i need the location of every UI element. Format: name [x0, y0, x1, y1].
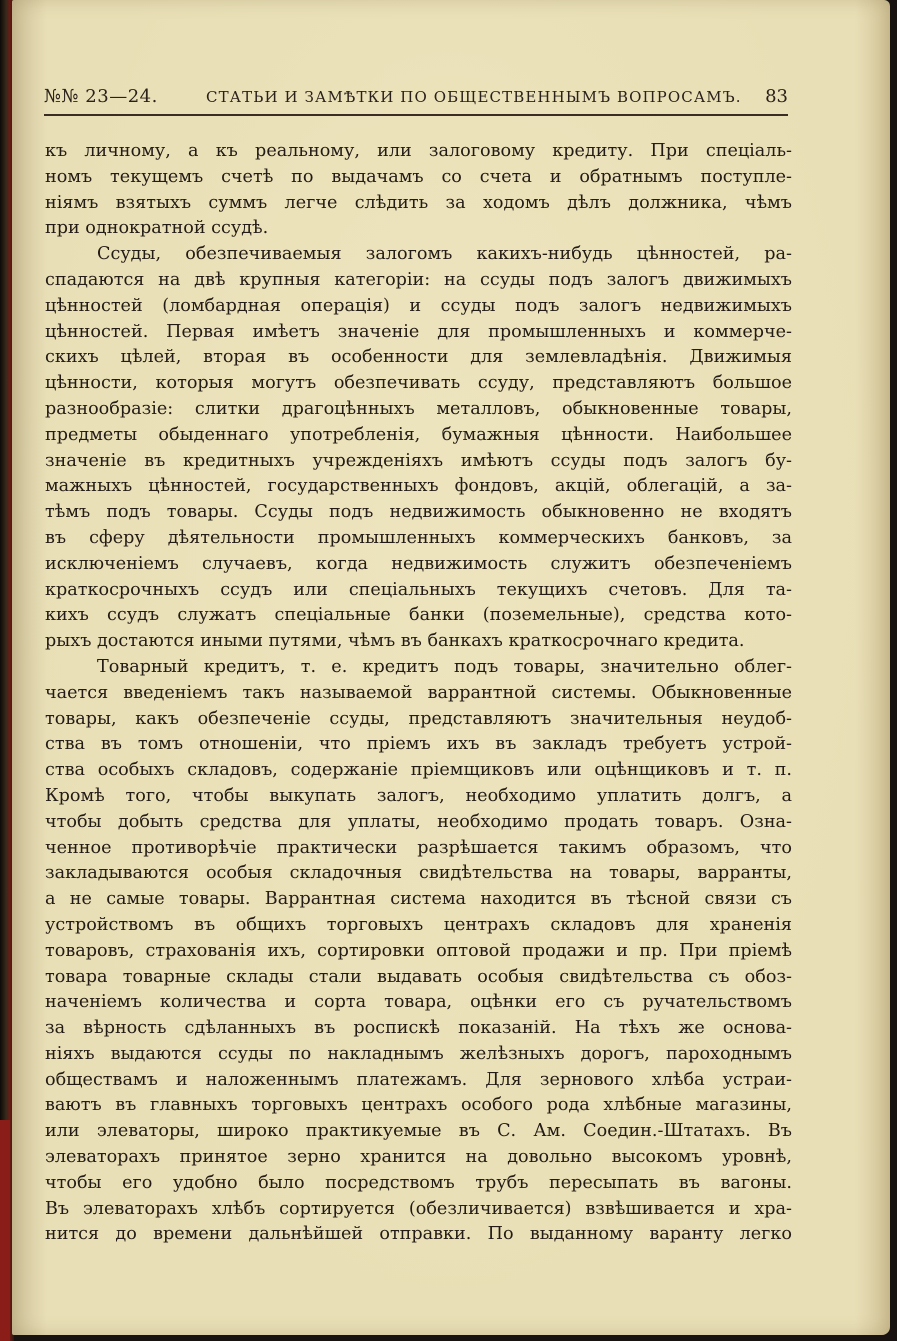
text-line: или элеваторы, широко практикуемые въ С. Ам. Соедин.-Штатахъ. Въ: [45, 1121, 792, 1142]
text-line: нится до времени дальнѣйшей отправки. По выданному варанту легко: [45, 1224, 792, 1245]
paragraph-first-line: Товарный кредитъ, т. е. кредитъ подъ товары, значительно облег-: [97, 656, 792, 677]
text-line: ваютъ въ главныхъ торговыхъ центрахъ особого рода хлѣбные магазины,: [45, 1095, 792, 1116]
text-line: Кромѣ того, чтобы выкупать залогъ, необходимо уплатить долгъ, а: [45, 785, 792, 806]
text-line: элеваторахъ принятое зерно хранится на довольно высокомъ уровнѣ,: [45, 1147, 792, 1168]
text-line: закладываются особыя складочныя свидѣтельства на товары, варранты,: [45, 863, 792, 884]
text-line: чается введеніемъ такъ называемой варрантной системы. Обыкновенные: [45, 682, 792, 703]
text-line: ства въ томъ отношеніи, что пріемъ ихъ въ закладъ требуетъ устрой-: [45, 734, 792, 755]
book-page: [12, 0, 890, 1335]
text-line: цѣнностей. Первая имѣетъ значеніе для промышленныхъ и коммерче-: [45, 321, 792, 342]
running-header: [44, 86, 788, 116]
text-line: наченіемъ количества и сорта товара, оцѣнки его съ ручательствомъ: [45, 992, 792, 1013]
text-line: а не самые товары. Варрантная система находится въ тѣсной связи съ: [45, 889, 792, 910]
text-line: номъ текущемъ счетѣ по выдачамъ со счета и обратнымъ поступле-: [45, 166, 792, 187]
text-line: ства особыхъ складовъ, содержаніе пріемщиковъ или оцѣнщиковъ и т. п.: [45, 760, 792, 781]
text-line: цѣнности, которыя могутъ обезпечивать ссуду, представляютъ большое: [45, 373, 792, 394]
text-line: разнообразіе: слитки драгоцѣнныхъ металловъ, обыкновенные товары,: [45, 398, 792, 419]
text-line: Въ элеваторахъ хлѣбъ сортируется (обезличивается) взвѣшивается и хра-: [45, 1198, 792, 1219]
text-line: къ личному, а къ реальному, или залоговому кредиту. При спеціаль-: [45, 141, 792, 161]
text-line: за вѣрность сдѣланныхъ въ роспискѣ показаній. На тѣхъ же основа-: [45, 1018, 792, 1039]
header-rule: [44, 114, 788, 116]
text-line: спадаются на двѣ крупныя категоріи: на ссуды подъ залогъ движимыхъ: [45, 269, 792, 290]
text-line: ніяхъ выдаются ссуды по накладнымъ желѣзныхъ дорогъ, пароходнымъ: [45, 1043, 792, 1064]
text-line: чтобы его удобно было посредствомъ трубъ пересыпать въ вагоны.: [45, 1172, 792, 1193]
text-line: товары, какъ обезпеченіе ссуды, представляютъ значительныя неудоб-: [45, 708, 792, 729]
text-line: предметы обыденнаго употребленія, бумажныя цѣнности. Наибольшее: [45, 424, 792, 445]
text-line: въ сферу дѣятельности промышленныхъ коммерческихъ банковъ, за: [45, 527, 792, 548]
text-line: обществамъ и наложеннымъ платежамъ. Для зернового хлѣба устраи-: [45, 1069, 792, 1090]
section-title: СТАТЬИ И ЗАМѢТКИ ПО ОБЩЕСТВЕННЫМЪ ВОПРОСАМЪ.: [206, 88, 742, 106]
text-line: товаровъ, страхованія ихъ, сортировки оптовой продажи и пр. При пріемѣ: [45, 940, 792, 961]
text-line: исключеніемъ случаевъ, когда недвижимость служитъ обезпеченіемъ: [45, 553, 792, 574]
binding-edge: [0, 1120, 10, 1341]
text-line: рыхъ достаются иными путями, чѣмъ въ банкахъ краткосрочнаго кредита.: [45, 631, 745, 652]
body-text: [45, 139, 792, 1248]
text-line: кихъ ссудъ служатъ спеціальные банки (поземельные), средства кото-: [45, 605, 792, 626]
text-line: значеніе въ кредитныхъ учрежденіяхъ имѣютъ ссуды подъ залогъ бу-: [45, 450, 792, 471]
text-line: при однократной ссудѣ.: [45, 218, 269, 239]
text-line: мажныхъ цѣнностей, государственныхъ фондовъ, акцій, облегацій, а за-: [45, 476, 792, 497]
text-line: чтобы добыть средства для уплаты, необходимо продать товаръ. Озна-: [45, 811, 792, 832]
text-line: скихъ цѣлей, вторая въ особенности для землевладѣнія. Движимыя: [45, 347, 792, 368]
text-line: тѣмъ подъ товары. Ссуды подъ недвижимость обыкновенно не входятъ: [45, 502, 792, 523]
text-line: устройствомъ въ общихъ торговыхъ центрахъ складовъ для храненія: [45, 914, 792, 935]
text-line: ніямъ взятыхъ суммъ легче слѣдить за ходомъ дѣлъ должника, чѣмъ: [45, 192, 792, 213]
issue-number: №№ 23—24.: [44, 86, 158, 107]
text-line: товара товарные склады стали выдавать особыя свидѣтельства съ обоз-: [45, 966, 792, 987]
text-line: краткосрочныхъ ссудъ или спеціальныхъ текущихъ счетовъ. Для та-: [45, 579, 792, 600]
text-line: ченное противорѣчіе практически разрѣшается такимъ образомъ, что: [45, 837, 792, 858]
page-number: 83: [765, 86, 788, 107]
paragraph-first-line: Ссуды, обезпечиваемыя залогомъ какихъ-нибудь цѣнностей, ра-: [97, 244, 792, 265]
text-line: цѣнностей (ломбардная операція) и ссуды подъ залогъ недвижимыхъ: [45, 295, 792, 316]
